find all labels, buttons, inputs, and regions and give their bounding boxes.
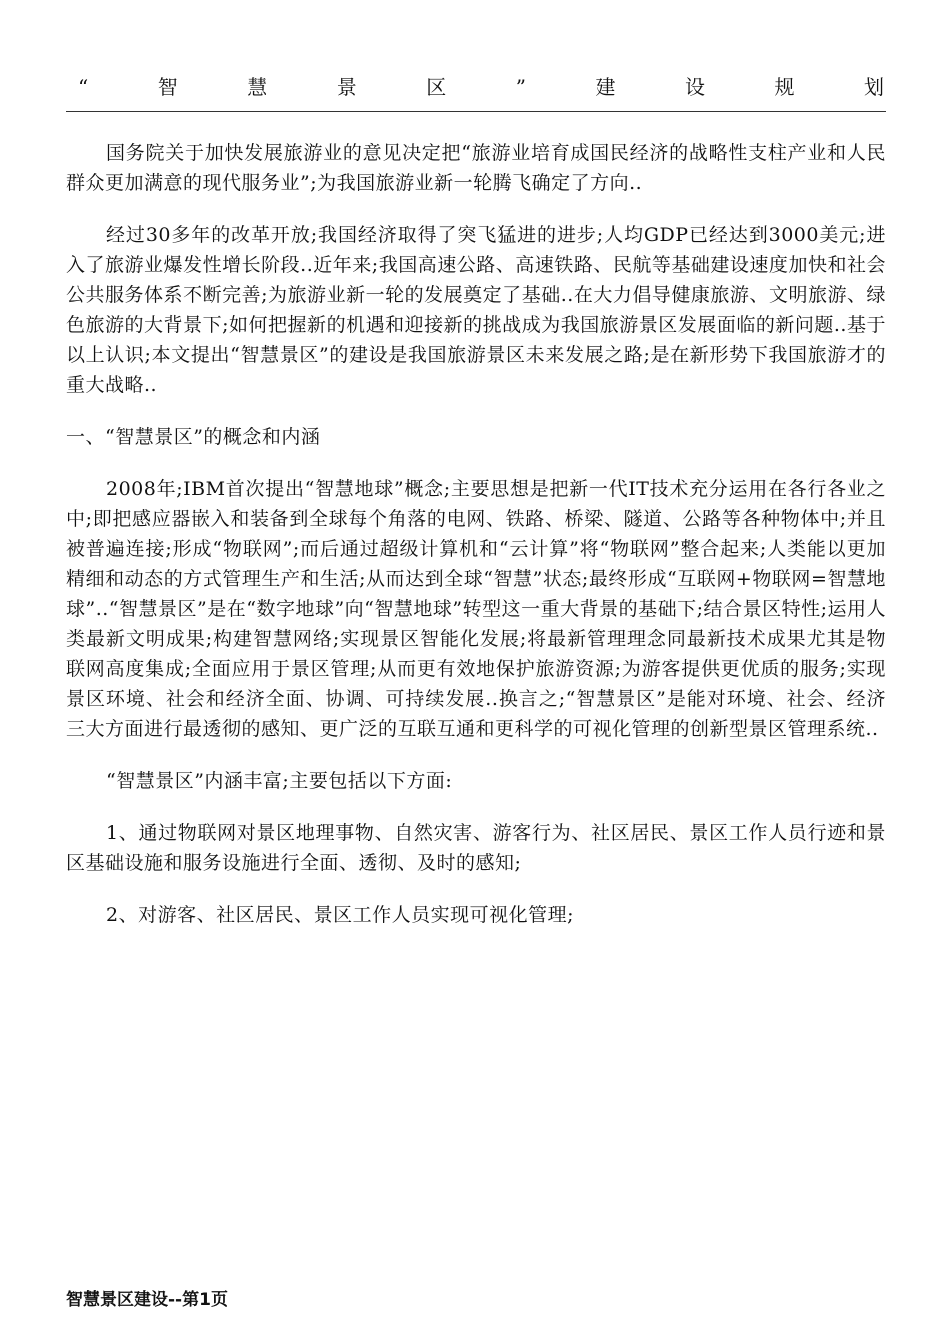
title-char: 区 [426, 75, 447, 99]
title-char: 慧 [247, 75, 268, 99]
title-char: 划 [863, 75, 884, 99]
title-char: 规 [774, 75, 795, 99]
document-body [66, 138, 886, 952]
list-item: 2、对游客、社区居民、景区工作人员实现可视化管理; [106, 904, 574, 926]
background-paragraph: 经过30多年的改革开放;我国经济取得了突飞猛进的进步;人均GDP已经达到3000美元;进入了旅游业爆发性增长阶段..近年来;我国高速公路、高速铁路、民航等基础建设速度加快和社会公共服务体系不断完善;为旅游业新一轮的发展奠定了基础..在大力倡导健康旅游、文明旅游、绿色旅游的大背景下;如何把握新的机遇和迎接新的挑战成为我国旅游景区发展面临的新问题..基于以上认识;本文提出“智慧景区”的建设是我国旅游景区未来发展之路;是在新形势下我国旅游才的重大战略.. [66, 224, 886, 396]
title-char: 设 [684, 75, 705, 99]
section-heading: 一、“智慧景区”的概念和内涵 [66, 426, 321, 448]
concept-paragraph: 2008年;IBM首次提出“智慧地球”概念;主要思想是把新一代IT技术充分运用在各行各业之中;即把感应器嵌入和装备到全球每个角落的电网、铁路、桥梁、隧道、公路等各种物体中;并且被普遍连接;形成“物联网”;而后通过超级计算机和“云计算”将“物联网”整合起来;人类能以更加精细和动态的方式管理生产和生活;从而达到全球“智慧”状态;最终形成“互联网+物联网=智慧地球”..“智慧景区”是在“数字地球”向“智慧地球”转型这一重大背景的基础下;结合景区特性;运用人类最新文明成果;构建智慧网络;实现景区智能化发展;将最新管理理念同最新技术成果尤其是物联网高度集成;全面应用于景区管理;从而更有效地保护旅游资源;为游客提供更优质的服务;实现景区环境、社会和经济全面、协调、可持续发展..换言之;“智慧景区”是能对环境、社会、经济三大方面进行最透彻的感知、更广泛的互联互通和更科学的可视化管理的创新型景区管理系统.. [66, 478, 886, 740]
intro-paragraph: 国务院关于加快发展旅游业的意见决定把“旅游业培育成国民经济的战略性支柱产业和人民群众更加满意的现代服务业”;为我国旅游业新一轮腾飞确定了方向.. [66, 142, 886, 194]
connotation-intro: “智慧景区”内涵丰富;主要包括以下方面: [106, 770, 453, 792]
list-item: 1、通过物联网对景区地理事物、自然灾害、游客行为、社区居民、景区工作人员行迹和景区基础设施和服务设施进行全面、透彻、及时的感知; [66, 822, 886, 874]
document-title [78, 72, 884, 102]
header-divider [66, 111, 886, 112]
title-char: “ [78, 75, 89, 99]
title-char: 景 [336, 75, 357, 99]
page-footer: 智慧景区建设--第1页 [66, 1290, 228, 1310]
title-char: 智 [157, 75, 178, 99]
title-char: 建 [595, 75, 616, 99]
title-char: ” [515, 75, 526, 99]
